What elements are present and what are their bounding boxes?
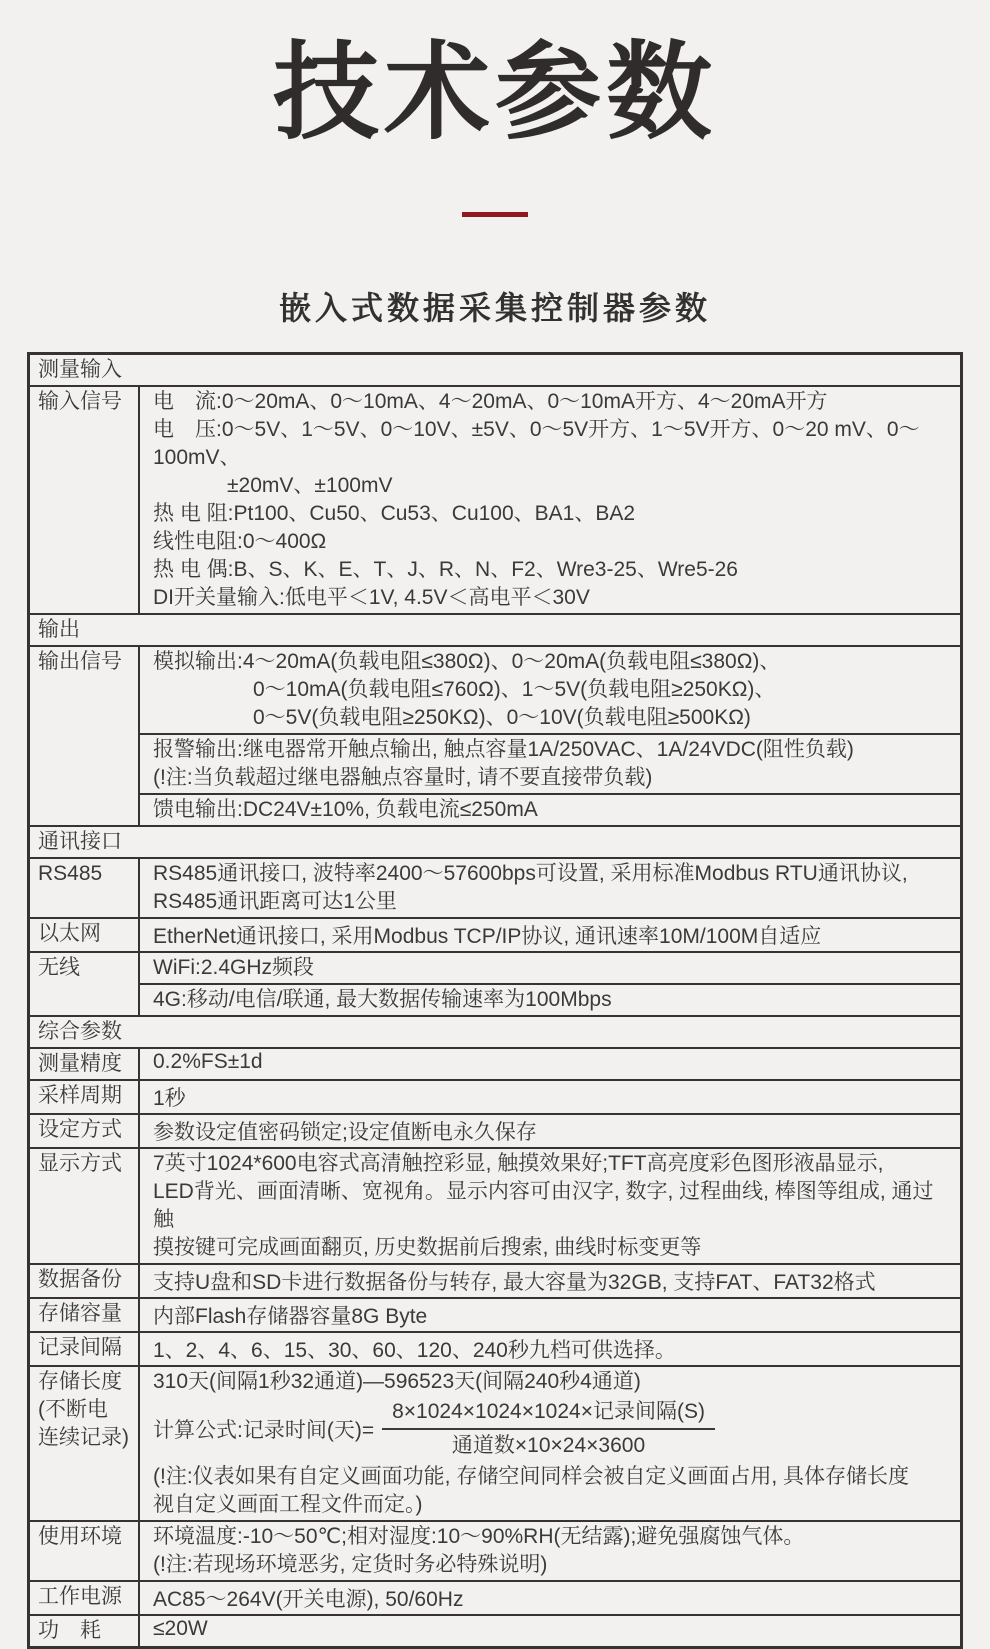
accent-divider <box>462 212 528 217</box>
page-title: 技术参数 <box>273 34 717 152</box>
output-alarm-note: (!注:当负载超过继电器触点容量时, 请不要直接带负载) <box>153 765 653 789</box>
storage-label-line1: 存储长度 <box>38 1369 122 1393</box>
row-output-signal <box>30 645 960 825</box>
row-capacity <box>30 1297 960 1331</box>
row-setting <box>30 1113 960 1147</box>
row-consumption <box>30 1614 960 1646</box>
label-power: 工作电源 <box>30 1582 140 1614</box>
output-analog-line3: 0～5V(负载电阻≥250KΩ)、0～10V(负载电阻≥500KΩ) <box>253 705 751 729</box>
label-sampling: 采样周期 <box>30 1081 140 1113</box>
output-analog-line1: 模拟输出:4～20mA(负载电阻≤380Ω)、0～20mA(负载电阻≤380Ω)、 <box>153 649 781 673</box>
display-line3: 摸按键可完成画面翻页, 历史数据前后搜索, 曲线时标变更等 <box>153 1235 702 1259</box>
label-rs485: RS485 <box>30 859 140 917</box>
input-signal-rtd: 热 电 阻:Pt100、Cu50、Cu53、Cu100、BA1、BA2 <box>153 501 636 525</box>
input-signal-di: DI开关量输入:低电平＜1V, 4.5V＜高电平＜30V <box>153 585 590 609</box>
value-power: AC85～264V(开关电源), 50/60Hz <box>153 1587 464 1611</box>
output-analog-line2: 0～10mA(负载电阻≤760Ω)、1～5V(负载电阻≥250KΩ)、 <box>253 677 776 701</box>
section-row-measure-input <box>30 355 960 385</box>
value-output-signal <box>140 647 960 825</box>
row-rs485 <box>30 857 960 917</box>
section-header-measure-input: 测量输入 <box>38 357 122 381</box>
storage-label-line2: (不断电 <box>38 1397 108 1421</box>
label-ethernet: 以太网 <box>30 919 140 951</box>
label-wireless: 无线 <box>30 953 140 1015</box>
value-interval: 1、2、4、6、15、30、60、120、240秒九档可供选择。 <box>153 1338 676 1362</box>
value-setting: 参数设定值密码锁定;设定值断电永久保存 <box>153 1120 537 1144</box>
section-header-output: 输出 <box>38 617 80 641</box>
row-accuracy <box>30 1047 960 1079</box>
value-environment <box>140 1522 960 1580</box>
section-header-general: 综合参数 <box>38 1019 122 1043</box>
label-display: 显示方式 <box>30 1149 140 1263</box>
wireless-wifi: WiFi:2.4GHz频段 <box>153 955 315 979</box>
value-ethernet: EtherNet通讯接口, 采用Modbus TCP/IP协议, 通讯速率10M/100M自适应 <box>153 924 822 948</box>
output-analog <box>140 647 960 733</box>
storage-note-line1: (!注:仪表如果有自定义画面功能, 存储空间同样会被自定义画面占用, 具体存储长度 <box>153 1464 909 1488</box>
label-output-signal: 输出信号 <box>30 647 140 825</box>
row-power <box>30 1580 960 1614</box>
row-input-signal <box>30 385 960 613</box>
row-sampling <box>30 1079 960 1113</box>
storage-formula-numerator: 8×1024×1024×1024×记录间隔(S) <box>382 1399 715 1430</box>
storage-label-line3: 连续记录) <box>38 1425 129 1449</box>
label-consumption: 功 耗 <box>30 1616 140 1646</box>
row-ethernet <box>30 917 960 951</box>
label-accuracy: 测量精度 <box>30 1049 140 1079</box>
environment-line2: (!注:若现场环境恶劣, 定货时务必特殊说明) <box>153 1552 548 1576</box>
label-storage-length <box>30 1367 140 1520</box>
label-capacity: 存储容量 <box>30 1299 140 1331</box>
value-consumption: ≤20W <box>153 1616 208 1640</box>
row-interval <box>30 1331 960 1365</box>
value-storage-length <box>140 1367 960 1520</box>
page-subtitle: 嵌入式数据采集控制器参数 <box>278 289 711 326</box>
label-environment: 使用环境 <box>30 1522 140 1580</box>
row-storage-length <box>30 1365 960 1520</box>
wireless-4g: 4G:移动/电信/联通, 最大数据传输速率为100Mbps <box>140 983 960 1015</box>
environment-line1: 环境温度:-10～50℃;相对湿度:10～90%RH(无结露);避免强腐蚀气体。 <box>153 1524 805 1548</box>
value-backup: 支持U盘和SD卡进行数据备份与转存, 最大容量为32GB, 支持FAT、FAT32格式 <box>153 1270 876 1294</box>
input-signal-voltage-cont: ±20mV、±100mV <box>227 473 393 497</box>
value-sampling: 1秒 <box>153 1086 186 1110</box>
section-header-comm: 通讯接口 <box>38 829 122 853</box>
row-display <box>30 1147 960 1263</box>
input-signal-current: 电 流:0～20mA、0～10mA、4～20mA、0～10mA开方、4～20mA开方 <box>153 389 828 413</box>
section-row-general <box>30 1015 960 1047</box>
value-wireless <box>140 953 960 1015</box>
label-setting: 设定方式 <box>30 1115 140 1147</box>
spec-table <box>27 352 963 1649</box>
row-backup <box>30 1263 960 1297</box>
input-signal-thermocouple: 热 电 偶:B、S、K、E、T、J、R、N、F2、Wre3-25、Wre5-26 <box>153 557 738 581</box>
value-input-signal <box>140 387 960 613</box>
storage-range: 310天(间隔1秒32通道)—596523天(间隔240秒4通道) <box>153 1369 641 1393</box>
label-input-signal: 输入信号 <box>30 387 140 613</box>
input-signal-voltage: 电 压:0～5V、1～5V、0～10V、±5V、0～5V开方、1～5V开方、0～20 mV、0～100mV、 <box>153 417 920 469</box>
rs485-line1: RS485通讯接口, 波特率2400～57600bps可设置, 采用标准Modbus RTU通讯协议, <box>153 861 908 885</box>
output-alarm <box>140 733 960 793</box>
storage-note-line2: 视自定义画面工程文件而定。) <box>153 1492 423 1516</box>
label-backup: 数据备份 <box>30 1265 140 1297</box>
storage-formula <box>153 1399 950 1459</box>
storage-formula-fraction <box>382 1399 715 1459</box>
row-environment <box>30 1520 960 1580</box>
output-feed: 馈电输出:DC24V±10%, 负载电流≤250mA <box>140 793 960 825</box>
value-rs485 <box>140 859 960 917</box>
storage-formula-prefix: 计算公式:记录时间(天)= <box>153 1418 375 1442</box>
value-accuracy: 0.2%FS±1d <box>153 1049 263 1073</box>
storage-formula-denominator: 通道数×10×24×3600 <box>451 1433 646 1457</box>
section-row-comm <box>30 825 960 857</box>
rs485-line2: RS485通讯距离可达1公里 <box>153 889 397 913</box>
output-alarm-line1: 报警输出:继电器常开触点输出, 触点容量1A/250VAC、1A/24VDC(阻性负载) <box>153 737 854 761</box>
section-row-output <box>30 613 960 645</box>
display-line2: LED背光、画面清晰、宽视角。显示内容可由汉字, 数字, 过程曲线, 棒图等组成, 通过触 <box>153 1179 934 1231</box>
input-signal-linear-resistance: 线性电阻:0～400Ω <box>153 529 327 553</box>
value-capacity: 内部Flash存储器容量8G Byte <box>153 1304 428 1328</box>
row-wireless <box>30 951 960 1015</box>
label-interval: 记录间隔 <box>30 1333 140 1365</box>
display-line1: 7英寸1024*600电容式高清触控彩显, 触摸效果好;TFT高亮度彩色图形液晶显示, <box>153 1151 884 1175</box>
value-display <box>140 1149 960 1263</box>
